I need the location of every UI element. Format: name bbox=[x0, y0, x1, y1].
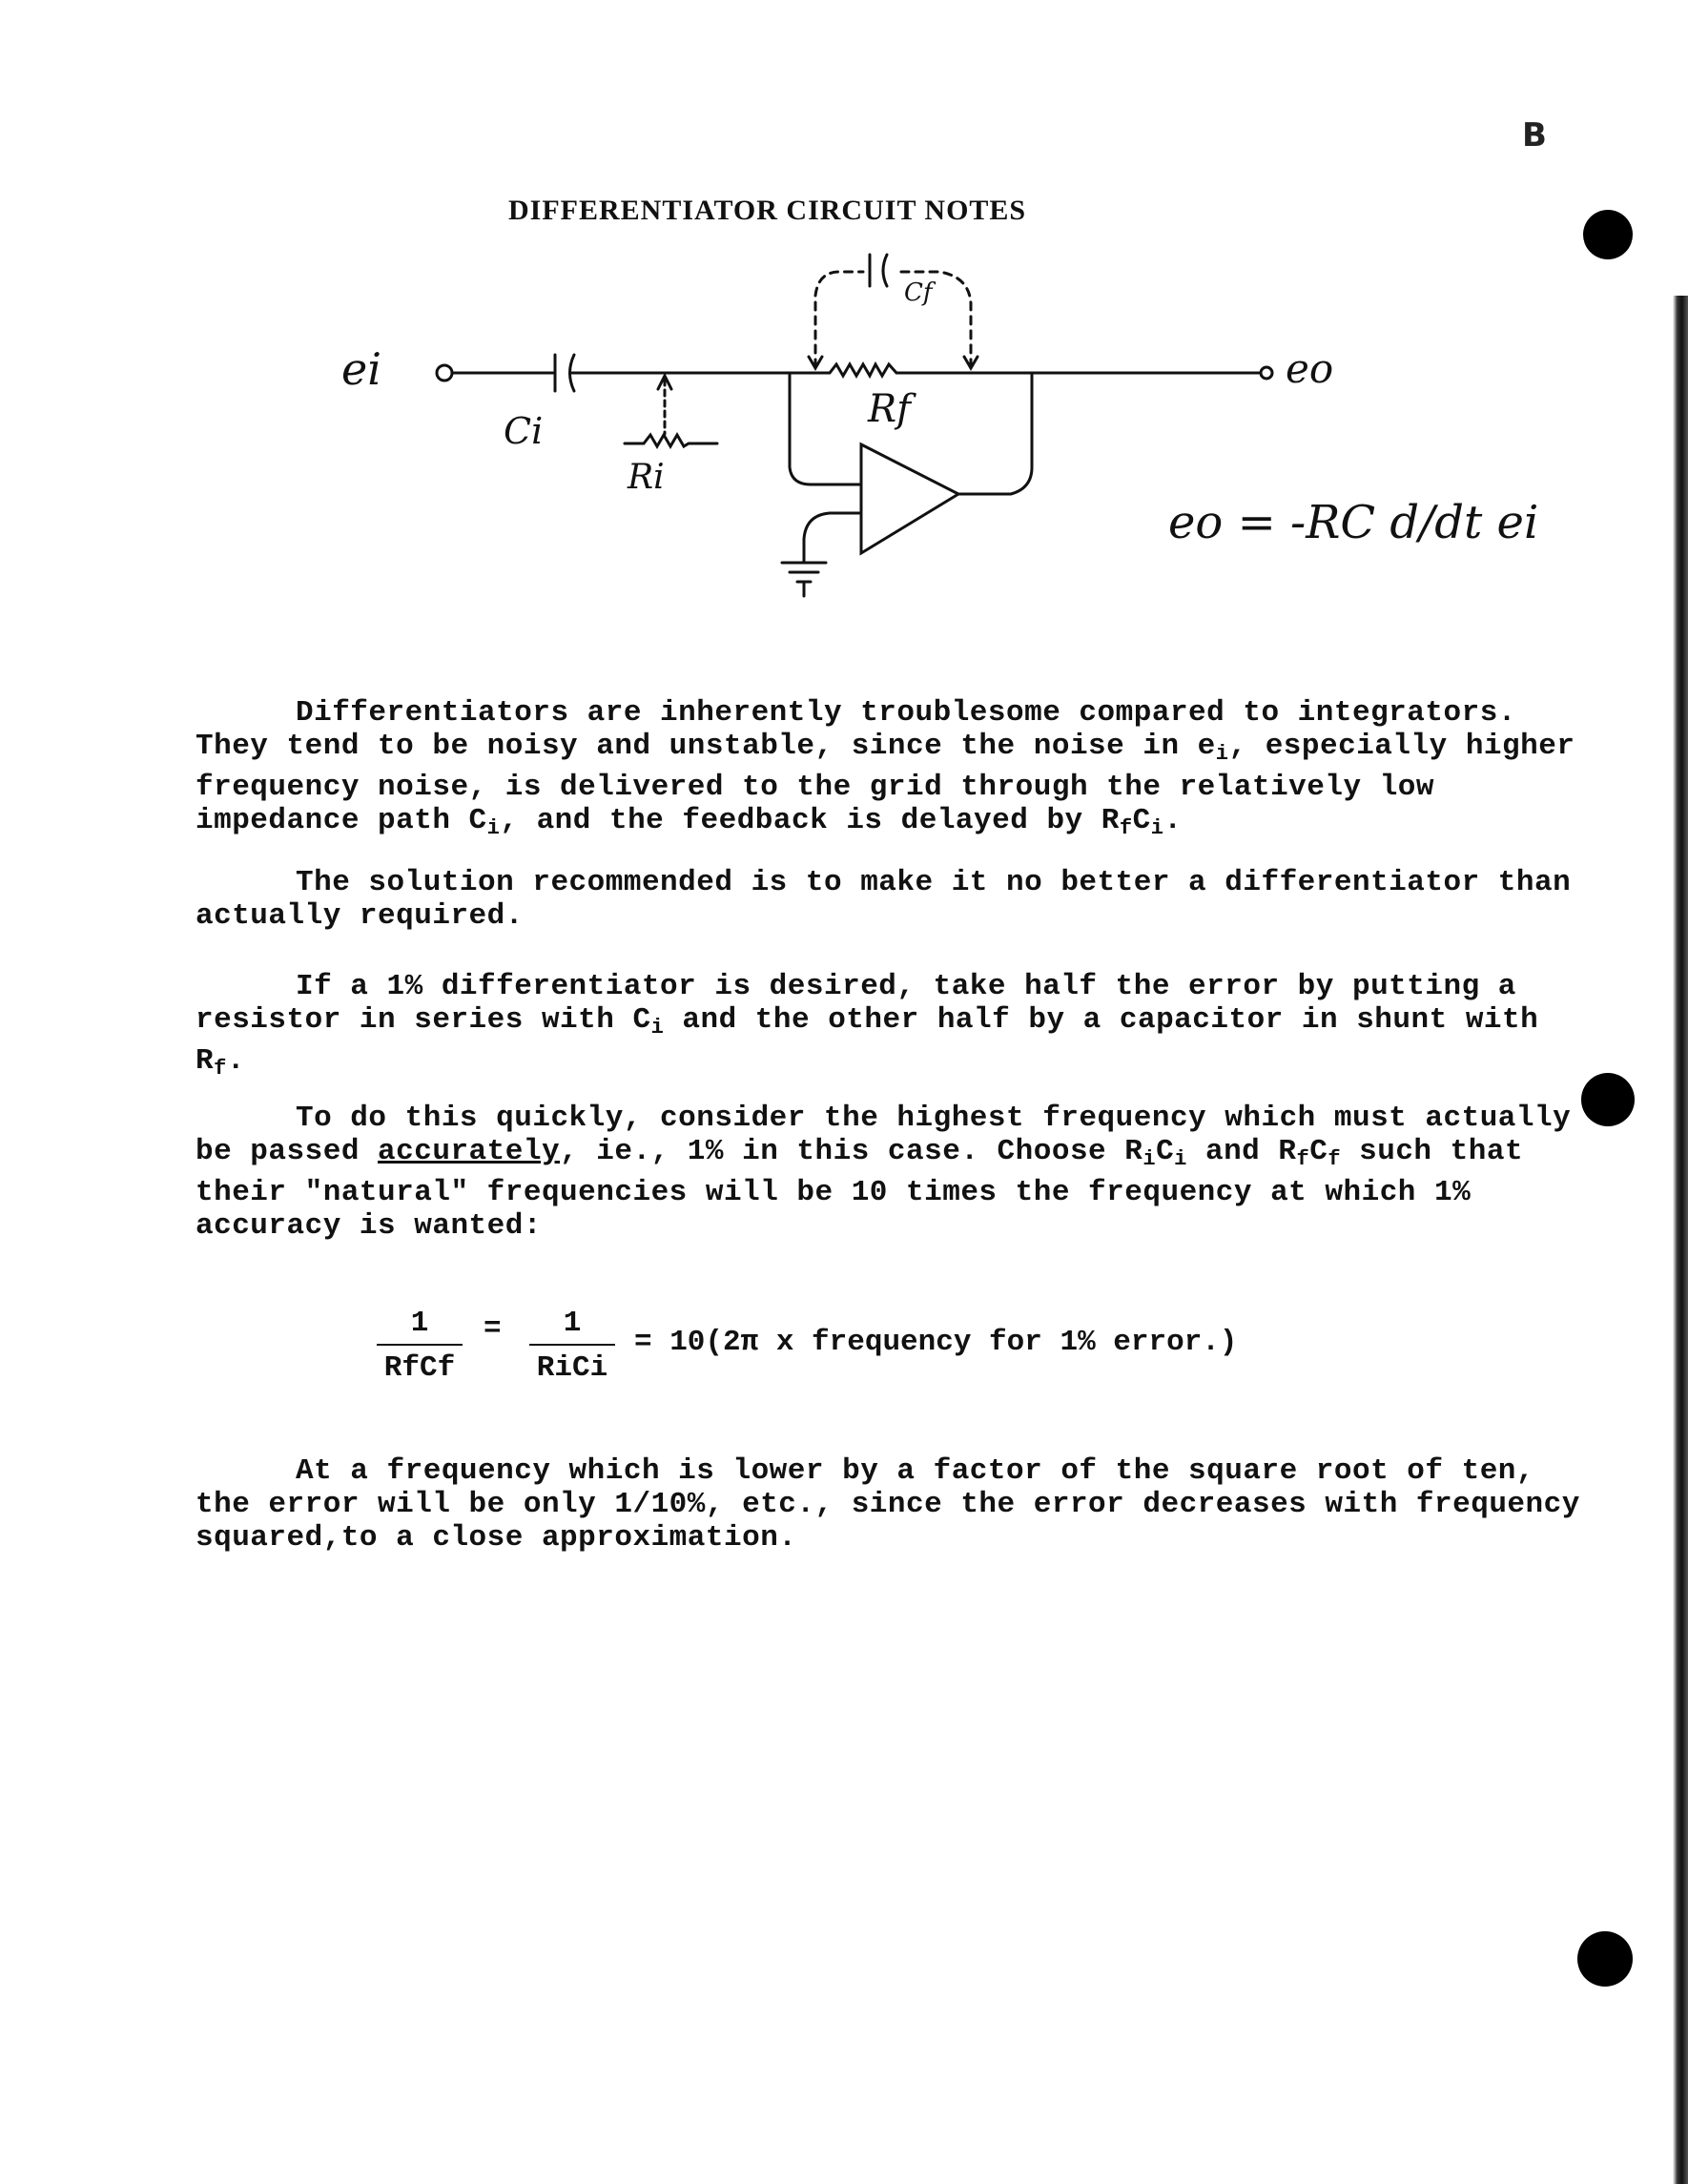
input-capacitor-label: Ci bbox=[504, 410, 544, 452]
fraction-1-denominator: RfCf bbox=[383, 1351, 456, 1385]
cf-dashed-path bbox=[815, 272, 971, 367]
output-terminal bbox=[1261, 367, 1272, 379]
opamp-output-wire bbox=[958, 373, 1032, 494]
fraction-rfcf bbox=[377, 1307, 463, 1385]
binder-hole-bottom bbox=[1577, 1931, 1633, 1987]
fraction-2-denominator: RiCi bbox=[536, 1351, 608, 1385]
p1-text-4: C bbox=[1132, 804, 1151, 837]
p3-text-2: and the other half by a capacitor in shunt with R bbox=[196, 1003, 1539, 1078]
cf-plate-right bbox=[883, 255, 887, 286]
p1-sub-3: f bbox=[1119, 816, 1133, 840]
p1-sub-1: i bbox=[1215, 742, 1229, 766]
p2-text-1: The solution recommended is to make it no better a differentiator than actually required. bbox=[196, 866, 1572, 933]
p4-text-1: To do this quickly, consider the highest frequency which must actually be passed bbox=[196, 1102, 1572, 1168]
p1-text-2: , especially higher frequency noise, is delivered to the grid through the relatively low impedance path C bbox=[196, 730, 1575, 837]
output-voltage-label: eo bbox=[1286, 345, 1334, 392]
p1-sub-4: i bbox=[1150, 816, 1164, 840]
page-title: DIFFERENTIATOR CIRCUIT NOTES bbox=[508, 195, 1027, 226]
paragraph-3 bbox=[196, 970, 1597, 1085]
p4-text-5: C bbox=[1309, 1135, 1328, 1168]
paragraph-4 bbox=[196, 1102, 1597, 1243]
ri-resistor-symbol bbox=[625, 435, 717, 446]
p4-sub-3: f bbox=[1296, 1147, 1310, 1171]
formula-equals: = bbox=[484, 1312, 502, 1346]
p1-sub-2: i bbox=[486, 816, 501, 840]
input-voltage-label: ei bbox=[341, 343, 381, 395]
feedback-resistor-label: Rf bbox=[868, 387, 911, 431]
p4-sub-1: i bbox=[1142, 1147, 1157, 1171]
paragraph-1 bbox=[196, 696, 1597, 845]
p4-underlined-word: accurately bbox=[378, 1135, 561, 1168]
p4-text-2: , ie., 1% in this case. Choose R bbox=[560, 1135, 1143, 1168]
frequency-formula bbox=[377, 1307, 1426, 1392]
p4-sub-2: i bbox=[1174, 1147, 1187, 1171]
p4-text-3: C bbox=[1156, 1135, 1175, 1168]
p1-text-5: . bbox=[1163, 804, 1183, 837]
paragraph-5 bbox=[196, 1454, 1597, 1555]
ground-wire bbox=[804, 513, 861, 563]
p4-text-4: and R bbox=[1186, 1135, 1297, 1168]
p1-text-3: , and the feedback is delayed by R bbox=[500, 804, 1120, 837]
p1-text-1: Differentiators are inherently troublesome compared to integrators. They tend to be noisy and unstable, since the noise in e bbox=[196, 696, 1516, 763]
fraction-1-numerator: 1 bbox=[377, 1307, 463, 1346]
p3-text-3: . bbox=[226, 1044, 245, 1078]
p3-sub-1: i bbox=[650, 1016, 665, 1040]
differentiator-equation: eo = -RC d/dt ei bbox=[1168, 496, 1539, 549]
paragraph-2 bbox=[196, 866, 1597, 933]
fraction-rici bbox=[529, 1307, 615, 1385]
opamp-input-wire bbox=[790, 373, 861, 484]
p4-text-6: such that their "natural" frequencies will be 10 times the frequency at which 1% accuracy is wanted: bbox=[196, 1135, 1524, 1243]
binder-hole-top bbox=[1583, 210, 1633, 259]
formula-right-side: = 10(2π x frequency for 1% error.) bbox=[634, 1326, 1238, 1359]
fraction-2-numerator: 1 bbox=[529, 1307, 615, 1346]
page-edge-shadow bbox=[1673, 296, 1688, 2184]
feedback-capacitor-label: Cf bbox=[904, 278, 933, 307]
input-terminal bbox=[437, 365, 452, 381]
p5-text-1: At a frequency which is lower by a factor of the square root of ten, the error will be only 1/10%, etc., since the error decreases with frequency squared,to a close approximation. bbox=[196, 1454, 1580, 1555]
input-resistor-label: Ri bbox=[628, 458, 665, 497]
page-corner-mark: B bbox=[1522, 116, 1547, 155]
p4-sub-4: f bbox=[1328, 1147, 1342, 1171]
binder-hole-middle bbox=[1581, 1073, 1635, 1126]
opamp-triangle bbox=[861, 444, 958, 553]
p3-text-1: If a 1% differentiator is desired, take half the error by putting a resistor in series with C bbox=[196, 970, 1516, 1037]
p3-sub-2: f bbox=[214, 1057, 227, 1081]
